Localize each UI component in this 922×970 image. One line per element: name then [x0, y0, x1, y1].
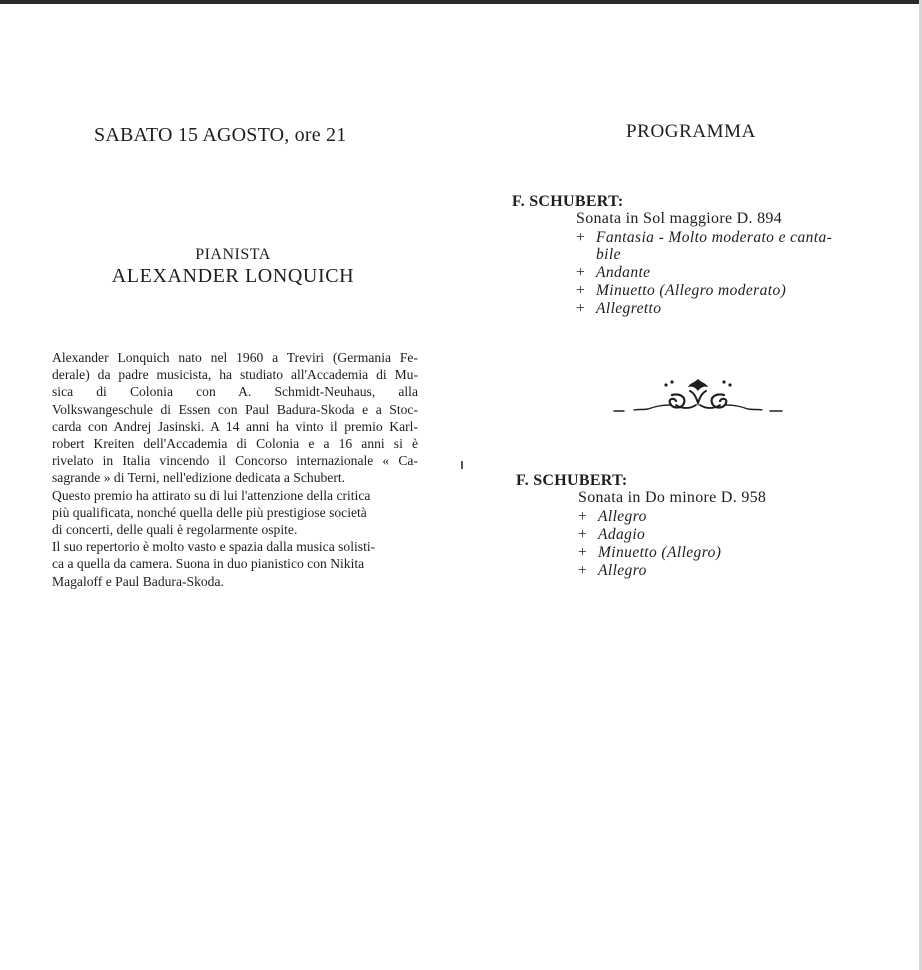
- piece-2-movement: [578, 544, 721, 562]
- movement-name: bile: [596, 246, 621, 263]
- performer-name: ALEXANDER LONQUICH: [111, 265, 355, 287]
- performer-role: PIANISTA: [195, 246, 271, 263]
- piece-1-movement: [576, 246, 621, 264]
- performer-biography: [52, 349, 418, 590]
- movement-name: Fantasia - Molto moderato e canta-: [596, 229, 833, 246]
- movement-name: Andante: [596, 264, 651, 281]
- piece-2-movement: [578, 526, 645, 544]
- biography-line: sica di Colonia con A. Schmidt-Neuhaus, alla: [52, 384, 418, 400]
- biography-line: ca a quella da camera. Suona in duo pianistico con Nikita: [52, 556, 365, 572]
- print-mark: [461, 461, 463, 469]
- piece-1-composer: F. SCHUBERT:: [512, 193, 624, 210]
- movement-name: Allegro: [598, 562, 647, 579]
- biography-line: rivelato in Italia vincendo il Concorso internazionale « Ca-: [52, 453, 418, 469]
- movement-name: Allegretto: [596, 300, 662, 317]
- biography-line: Il suo repertorio è molto vasto e spazia dalla musica solisti-: [52, 539, 376, 555]
- piece-2-composer: F. SCHUBERT:: [516, 472, 628, 489]
- biography-line: più qualificata, nonché quella delle più prestigiose società: [52, 504, 367, 520]
- piece-1-movement: [576, 264, 650, 282]
- movement-bullet: +: [576, 282, 585, 299]
- biography-line: Alexander Lonquich nato nel 1960 a Treviri (Germania Fe-: [52, 350, 418, 365]
- movement-bullet: +: [576, 229, 585, 246]
- biography-line: carda con Andrej Jasinski. A 14 anni ha vinto il premio Karl-: [52, 418, 418, 434]
- movement-name: Allegro: [598, 508, 647, 525]
- biography-line: Volkswangeschule di Essen con Paul Badura-Skoda e a Stoc-: [52, 401, 418, 417]
- biography-line: Magaloff e Paul Badura-Skoda.: [52, 573, 224, 589]
- movement-bullet: +: [576, 264, 585, 281]
- piece-1-movement: [576, 229, 832, 247]
- concert-date-time: SABATO 15 AGOSTO, ore 21: [94, 124, 347, 146]
- biography-line: derale) da padre musicista, ha studiato all'Accademia di Mu-: [52, 367, 418, 383]
- piece-1-movement: [576, 300, 661, 318]
- biography-line: sagrande » di Terni, nell'edizione dedicata a Schubert.: [52, 470, 346, 486]
- piece-2-movement: [578, 562, 647, 580]
- biography-line: Questo premio ha attirato su di lui l'attenzione della critica: [52, 487, 371, 503]
- decorative-flourish-icon: [610, 375, 785, 420]
- movement-name: Minuetto (Allegro): [598, 544, 722, 561]
- page-top-edge: [0, 0, 922, 4]
- movement-bullet: +: [578, 526, 587, 543]
- movement-bullet: +: [576, 300, 585, 317]
- movement-bullet: +: [578, 508, 587, 525]
- movement-name: Minuetto (Allegro moderato): [596, 282, 787, 299]
- biography-line: robert Kreiten dell'Accademia di Colonia e a 16 anni si è: [52, 436, 418, 452]
- piece-1-work: Sonata in Sol maggiore D. 894: [576, 210, 783, 227]
- piece-1-movement: [576, 282, 786, 300]
- piece-2-movement: [578, 508, 647, 526]
- movement-name: Adagio: [598, 526, 646, 543]
- movement-bullet: +: [578, 562, 587, 579]
- program-title: PROGRAMMA: [626, 121, 756, 142]
- movement-bullet: +: [578, 544, 587, 561]
- piece-2-work: Sonata in Do minore D. 958: [578, 489, 767, 506]
- biography-line: di concerti, delle quali è regolarmente ospite.: [52, 522, 298, 538]
